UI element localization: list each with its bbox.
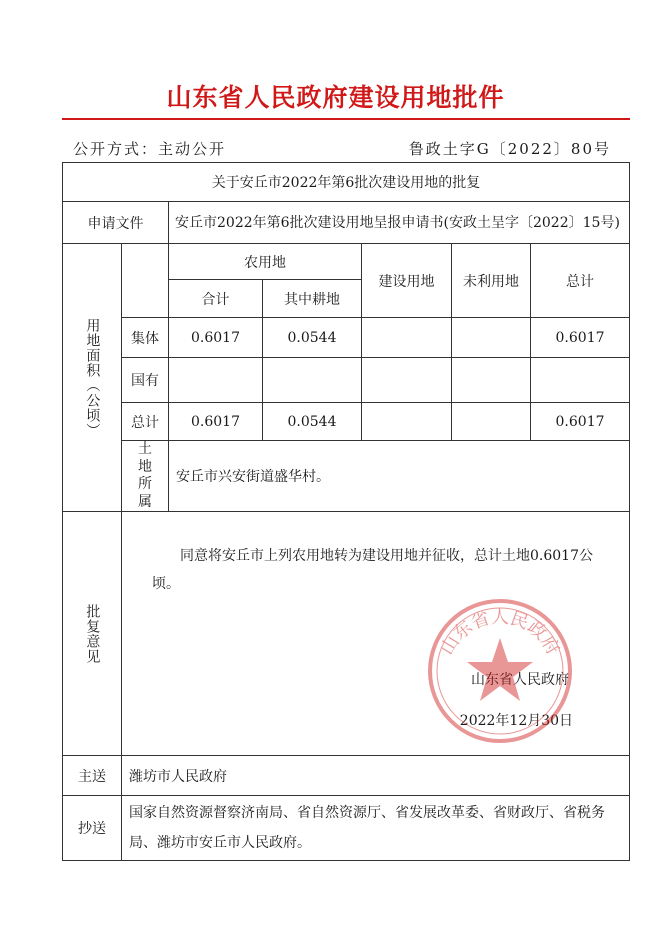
cell-unused: [452, 318, 531, 358]
cell-total: 0.6017: [531, 403, 630, 441]
title-rule: [62, 118, 630, 120]
cell-subtotal: 0.6017: [169, 318, 263, 358]
to-value: 潍坊市人民政府: [122, 756, 630, 796]
row-label: 国有: [122, 358, 169, 403]
ownership-label-cell: [122, 441, 169, 512]
approval-label: 批复意见: [84, 603, 101, 664]
subject-text: 关于安丘市2022年第6批次建设用地的批复: [211, 175, 481, 191]
table-row: [63, 318, 630, 358]
cc-label-cell: [63, 796, 122, 861]
apply-text-cell: [169, 202, 630, 244]
apply-text: 安丘市2022年第6批次建设用地呈报申请书(安政土呈字〔2022〕15号): [175, 214, 620, 231]
cell-construction: [362, 318, 452, 358]
subject-cell: [63, 163, 630, 202]
row-label: 集体: [122, 318, 169, 358]
col-farmland: 农用地: [169, 244, 362, 280]
document-title: 山东省人民政府建设用地批件: [166, 83, 505, 112]
apply-label-cell: [63, 202, 169, 244]
area-label: 用地面积（公顷）: [84, 317, 101, 438]
table-row: [63, 358, 630, 403]
col-arable: 其中耕地: [263, 280, 362, 318]
approval-org: 山东省人民政府: [471, 672, 570, 688]
approval-table: [62, 162, 630, 861]
official-seal: [425, 596, 575, 746]
col-construction: 建设用地: [362, 244, 452, 318]
ownership-value: 安丘市兴安街道盛华村。: [169, 441, 630, 512]
doc-number: 鲁政土字G〔2022〕80号: [408, 140, 611, 158]
seal-star-icon: [467, 638, 533, 701]
publish-mode: 公开方式：主动公开: [73, 140, 227, 158]
cc-value: 国家自然资源督察济南局、省自然资源厅、省发展改革委、省财政厅、省税务局、潍坊市安丘市人民政府。: [129, 805, 605, 851]
blank-header-cell: [122, 244, 169, 318]
table-row: [63, 403, 630, 441]
to-label-cell: [63, 756, 122, 796]
cell-arable: 0.0544: [263, 318, 362, 358]
col-total: 总计: [531, 244, 630, 318]
approval-label-cell: [63, 512, 122, 756]
cell-total: 0.6017: [531, 318, 630, 358]
cell-subtotal: 0.6017: [169, 403, 263, 441]
cell-subtotal: [169, 358, 263, 403]
ownership-label: 土地所属: [137, 441, 152, 510]
cell-unused: [452, 358, 531, 403]
cell-unused: [452, 403, 531, 441]
to-label: 主送: [78, 768, 106, 785]
cell-arable: 0.0544: [263, 403, 362, 441]
cell-total: [531, 358, 630, 403]
apply-label: 申请文件: [87, 215, 144, 232]
cell-construction: [362, 358, 452, 403]
approval-date: 2022年12月30日: [459, 713, 574, 729]
cell-arable: [263, 358, 362, 403]
cc-label: 抄送: [78, 821, 106, 837]
col-unused: 未利用地: [452, 244, 531, 318]
cell-construction: [362, 403, 452, 441]
row-label: 总计: [122, 403, 169, 441]
cc-cell: [122, 796, 630, 861]
approval-text: 同意将安丘市上列农用地转为建设用地并征收，总计土地0.6017公顷。: [152, 548, 593, 592]
seal-text: 山东省人民政府: [436, 607, 564, 659]
area-label-cell: [63, 244, 122, 512]
col-subtotal: 合计: [169, 280, 263, 318]
